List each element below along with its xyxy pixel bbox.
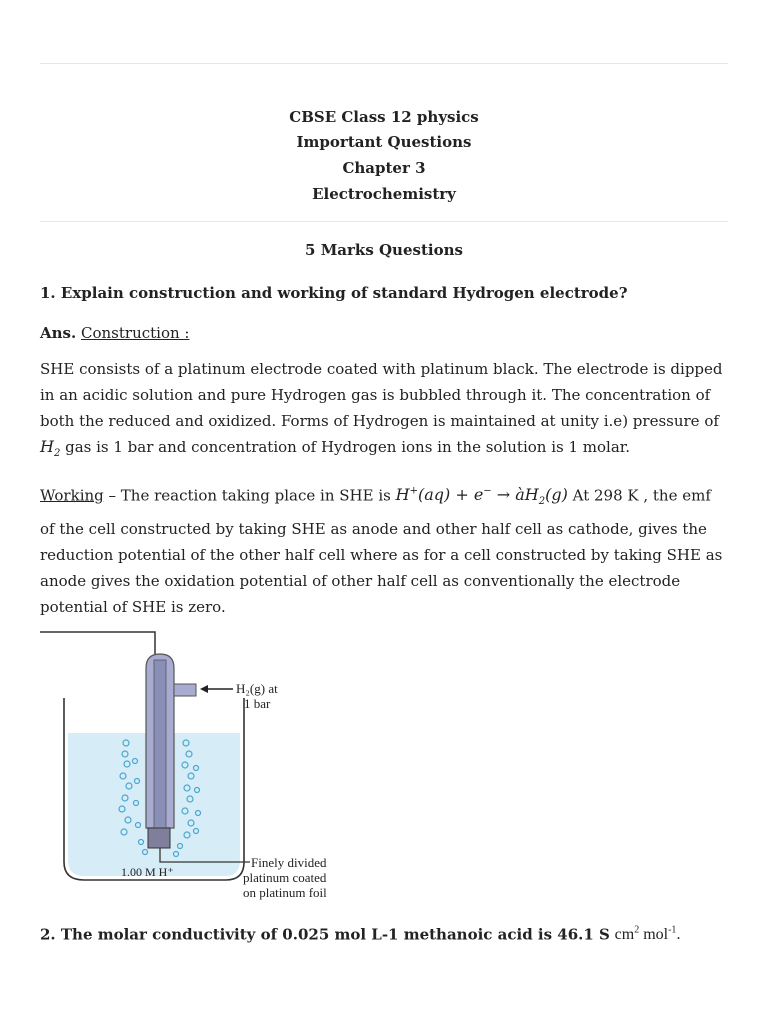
gas-inlet-arm — [174, 684, 196, 696]
header-line-1: CBSE Class 12 physics — [289, 108, 479, 126]
gas-inlet-arrowhead — [200, 685, 208, 693]
construction-label: Construction : — [81, 324, 190, 342]
working-text-b: At 298 K , the emf of the cell constructed by taking SHE as anode and other half cell as cathode, gives the reduction potential of the other half cell where as for a cell constructed by taking SHE as anode gives the oxidation potential of other half cell as conventionally the electrode potential of SHE is zero. — [40, 486, 723, 616]
gas-label-line-1: H₂(g) at — [236, 681, 278, 696]
question-1: 1. Explain construction and working of standard Hydrogen electrode? — [40, 284, 628, 302]
working-paragraph — [40, 479, 730, 620]
she-diagram — [40, 628, 370, 906]
working-text-a: – The reaction taking place in SHE is — [103, 486, 396, 505]
answer-heading — [40, 320, 730, 346]
platinum-foil — [148, 828, 170, 848]
lead-wire — [40, 632, 155, 654]
foil-label-line-1: Finely divided — [251, 855, 327, 870]
construction-paragraph — [40, 356, 730, 467]
construction-h2: $H_2$ — [40, 437, 61, 460]
concentration-label: 1.00 M H⁺ — [121, 865, 174, 879]
header-line-2: Important Questions — [296, 133, 472, 151]
question-2 — [40, 918, 730, 948]
header-line-4: Electrochemistry — [312, 185, 456, 203]
gas-label-line-2: 1 bar — [244, 696, 271, 711]
foil-label-line-3: on platinum foil — [243, 885, 327, 900]
working-label: Working — [40, 486, 104, 505]
header-rule — [40, 221, 728, 222]
section-title: 5 Marks Questions — [305, 241, 463, 259]
foil-label-line-2: platinum coated — [243, 870, 327, 885]
ans-label: Ans. — [40, 324, 77, 342]
reaction-equation: $H^+(aq) + e^- \to àH_2(g)$ — [395, 485, 568, 508]
header-line-3: Chapter 3 — [342, 159, 426, 177]
question-2-unit: $cm^2$ mol$^{-1}$. — [614, 925, 681, 944]
construction-text-a: SHE consists of a platinum electrode coated with platinum black. The electrode is dipped in an acidic solution and pure Hydrogen gas is bubbled through it. The concentration of both the reduced and oxidized. Forms of Hydrogen is maintained at unity i.e) pressure of — [40, 360, 723, 430]
construction-text-b: gas is 1 bar and concentration of Hydrogen ions in the solution is 1 molar. — [60, 438, 631, 456]
top-rule — [40, 63, 728, 64]
inner-tube — [154, 660, 166, 830]
question-2-text: 2. The molar conductivity of 0.025 mol L-1 methanoic acid is 46.1 S — [40, 925, 610, 944]
